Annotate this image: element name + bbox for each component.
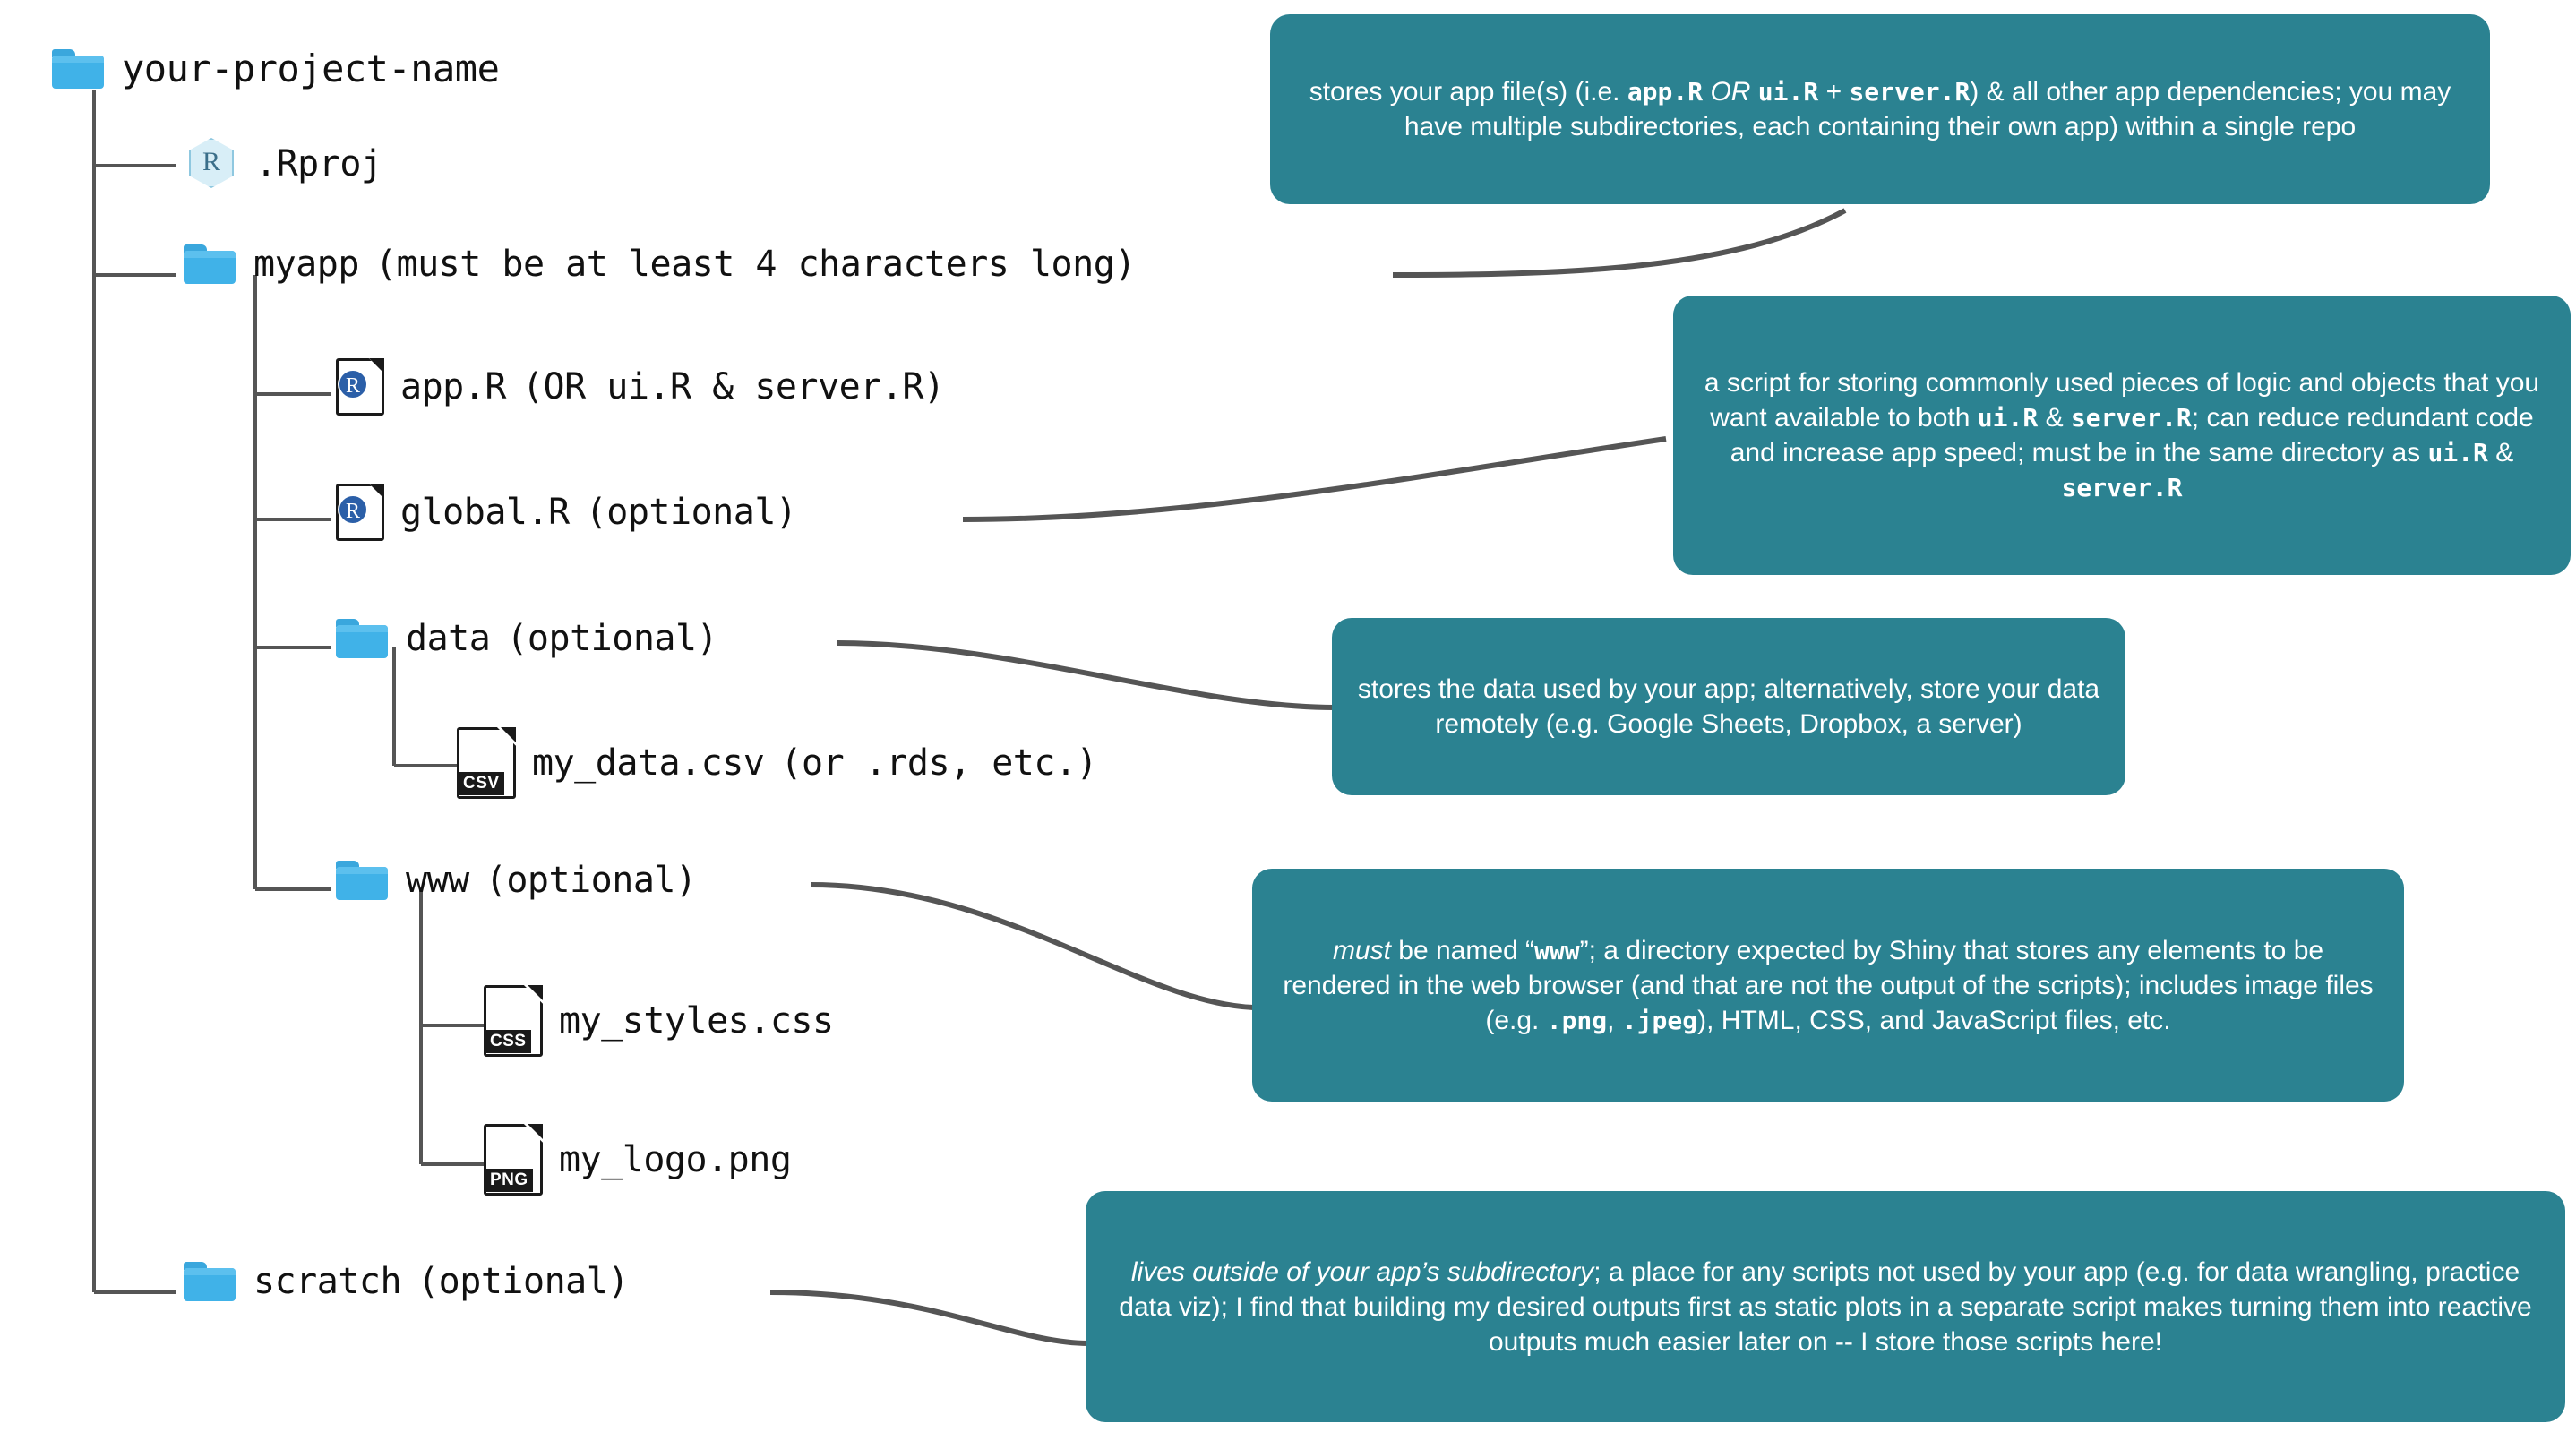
callout-global-text: a script for storing commonly used pieces of logic and objects that you want available to both ui.R & server.R; can reduce redundant code and increase app speed; must be in the same directory as ui.R & server.R (1704, 368, 2540, 502)
tree-node-data[interactable] (336, 618, 717, 659)
tree-node-label: global.R (400, 492, 570, 533)
tree-node-note: (optional) (506, 618, 718, 659)
callout-scratch-text: lives outside of your app’s subdirectory; a place for any scripts not used by your app (e.g. for data wrangling, practice data viz); I find that building my desired outputs first as static plots in a separate script makes turning them into reactive outputs much easier later on -- I store those scripts here! (1119, 1256, 2532, 1357)
tree-node-label: my_styles.css (559, 1000, 834, 1042)
folder-icon (336, 619, 388, 658)
folder-icon (184, 244, 236, 284)
tree-node-label: app.R (400, 366, 506, 407)
callout-myapp-text: stores your app file(s) (i.e. app.R OR ui.R + server.R) & all other app dependencies; you may have multiple subdirectories, each containing their own app) within a single repo (1309, 77, 2451, 141)
tree-node-note: (must be at least 4 characters long) (374, 244, 1136, 285)
r-letter-glyph: R (202, 147, 220, 176)
callout-myapp (1270, 14, 2490, 204)
tree-node-myapp[interactable] (184, 244, 1136, 285)
tree-node-www[interactable] (336, 860, 697, 901)
tree-node-label: myapp (253, 244, 359, 285)
folder-icon (336, 861, 388, 900)
tree-node-global-r[interactable] (336, 484, 796, 541)
tree-node-app-r[interactable] (336, 358, 945, 416)
tree-node-note: (optional) (585, 492, 797, 533)
callout-data[interactable] (1332, 618, 2125, 795)
r-badge: R (338, 369, 368, 399)
tree-node-rproj[interactable] (184, 136, 382, 192)
callout-scratch (1086, 1191, 2565, 1422)
r-script-icon (336, 484, 384, 541)
tree-node-label: scratch (253, 1261, 402, 1302)
css-file-icon (484, 985, 543, 1057)
callout-data-text: stores the data used by your app; alternatively, store your data remotely (e.g. Google Sheets, Dropbox, a server) (1357, 674, 2100, 739)
tree-node-my-logo-png[interactable] (484, 1124, 791, 1196)
tree-node-my-data-csv[interactable] (457, 727, 1097, 799)
rproj-icon (184, 136, 239, 192)
tree-node-label: .Rproj (255, 143, 382, 184)
tree-node-label: your-project-name (122, 47, 500, 90)
folder-icon (52, 49, 104, 89)
csv-file-icon (457, 727, 516, 799)
tree-node-my-styles-css[interactable] (484, 985, 834, 1057)
tree-node-note: (or .rds, etc.) (780, 742, 1098, 784)
png-badge: PNG (485, 1169, 533, 1192)
callout-www (1252, 869, 2404, 1102)
tree-node-label: my_logo.png (559, 1139, 792, 1180)
r-script-icon (336, 358, 384, 416)
tree-node-note: (OR ui.R & server.R) (521, 366, 945, 407)
tree-node-note: (optional) (485, 860, 697, 901)
tree-node-scratch[interactable] (184, 1261, 629, 1302)
css-badge: CSS (485, 1030, 531, 1053)
folder-icon (184, 1262, 236, 1301)
tree-node-label: data (406, 618, 491, 659)
tree-node-label: www (406, 860, 469, 901)
tree-node-label: my_data.csv (532, 742, 765, 784)
tree-node-root[interactable] (52, 47, 499, 90)
callout-www-text: must be named “www”; a directory expected by Shiny that stores any elements to be rendered in the web browser (and that are not the output of the scripts); includes image files (e.g. .png, .jpeg), HTML, CSS, and JavaScript files, etc. (1283, 935, 2374, 1035)
r-badge: R (338, 494, 368, 525)
tree-node-note: (optional) (417, 1261, 629, 1302)
png-file-icon (484, 1124, 543, 1196)
callout-global (1673, 296, 2571, 575)
csv-badge: CSV (459, 772, 504, 795)
